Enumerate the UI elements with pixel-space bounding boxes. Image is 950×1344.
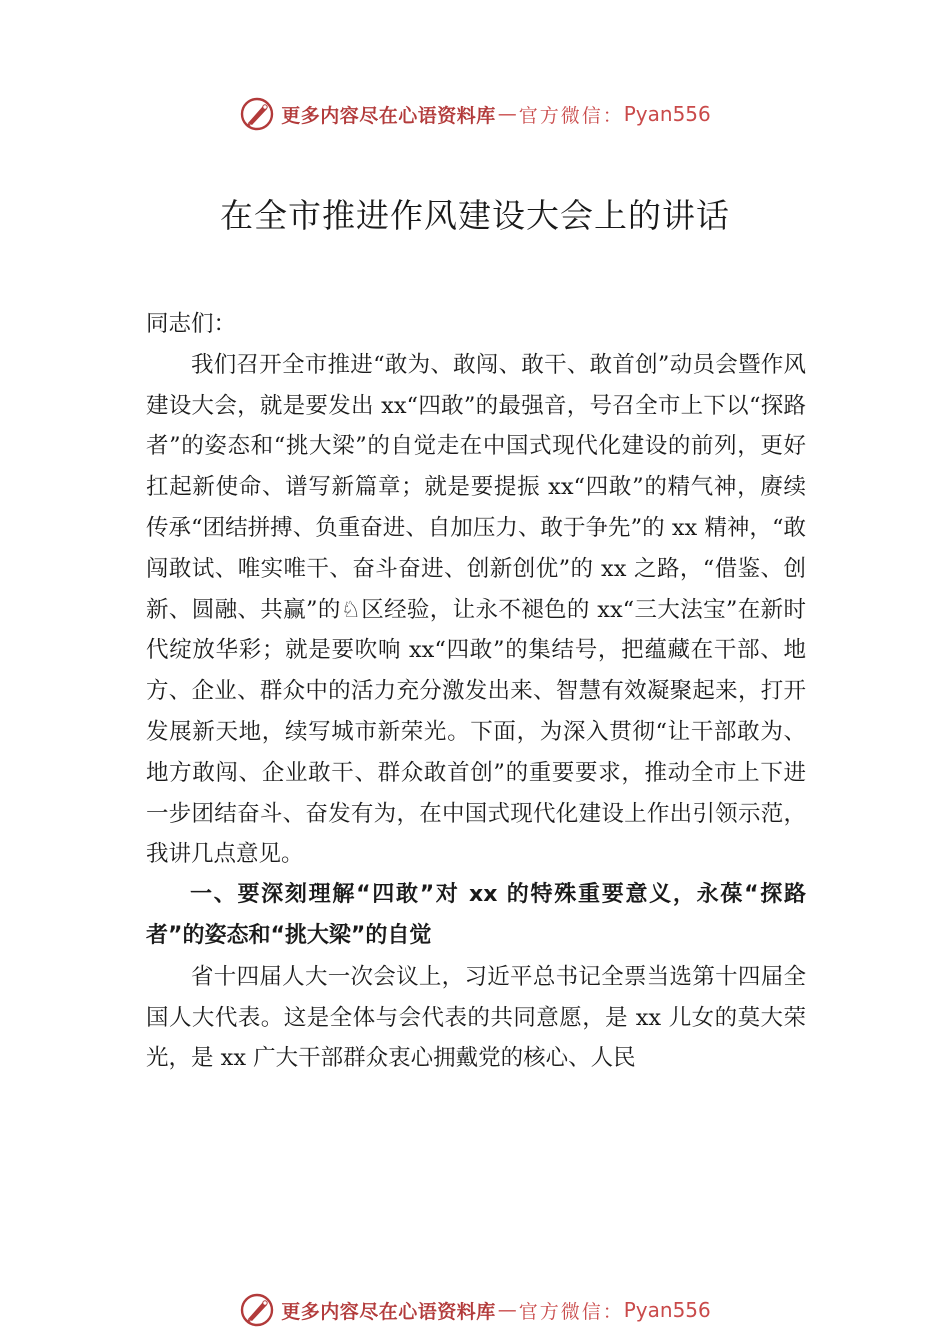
salutation: 同志们： [146, 311, 237, 337]
pen-logo-icon [239, 96, 275, 132]
banner-main-text: 更多内容尽在心语资料库 [281, 1300, 496, 1323]
banner-main-text: 更多内容尽在心语资料库 [281, 104, 496, 127]
watermark-banner-bottom [0, 1288, 950, 1332]
banner-wechat-id: Pyan556 [623, 1298, 711, 1322]
banner-wechat-label: 官方微信： [518, 104, 624, 127]
banner-wechat-id: Pyan556 [623, 102, 711, 126]
watermark-banner-top [0, 92, 950, 136]
banner-dash: — [497, 1299, 517, 1321]
document-title: 在全市推进作风建设大会上的讲话 [220, 196, 730, 235]
banner-dash: — [497, 103, 517, 125]
pen-logo-icon [239, 1292, 275, 1328]
paragraph-2: 省十四届人大一次会议上，习近平总书记全票当选第十四届全国人大代表。这是全体与会代表的共同意愿，是 xx 儿女的莫大荣光，是 xx 广大干部群众衷心拥戴党的核心、人民 [146, 963, 806, 1072]
banner-wechat-label: 官方微信： [518, 1300, 624, 1323]
document-body [146, 304, 806, 1079]
section-heading-1: 一、要深刻理解“四敢”对 xx 的特殊重要意义，永葆“探路者”的姿态和“挑大梁”的自觉 [146, 882, 806, 948]
paragraph-1: 我们召开全市推进“敢为、敢闯、敢干、敢首创”动员会暨作风建设大会，就是要发出 xx“四敢”的最强音，号召全市上下以“探路者”的姿态和“挑大梁”的自觉走在中国式现代化建设的前列，更好扛起新使命、谱写新篇章；就是要提振 xx“四敢”的精气神，赓续传承“团结拼搏、负重奋进、自加压力、敢于争先”的 xx 精神，“敢闯敢试、唯实唯干、奋斗奋进、创新创优”的 xx 之路，“借鉴、创新、圆融、共赢”的♘区经验，让永不褪色的 xx“三大法宝”在新时代绽放华彩；就是要吹响 xx“四敢”的集结号，把蕴藏在干部、地方、企业、群众中的活力充分激发出来、智慧有效凝聚起来，打开发展新天地，续写城市新荣光。下面，为深入贯彻“让干部敢为、地方敢闯、企业敢干、群众敢首创”的重要要求，推动全市上下进一步团结奋斗、奋发有为，在中国式现代化建设上作出引领示范，我讲几点意见。 [146, 351, 806, 868]
